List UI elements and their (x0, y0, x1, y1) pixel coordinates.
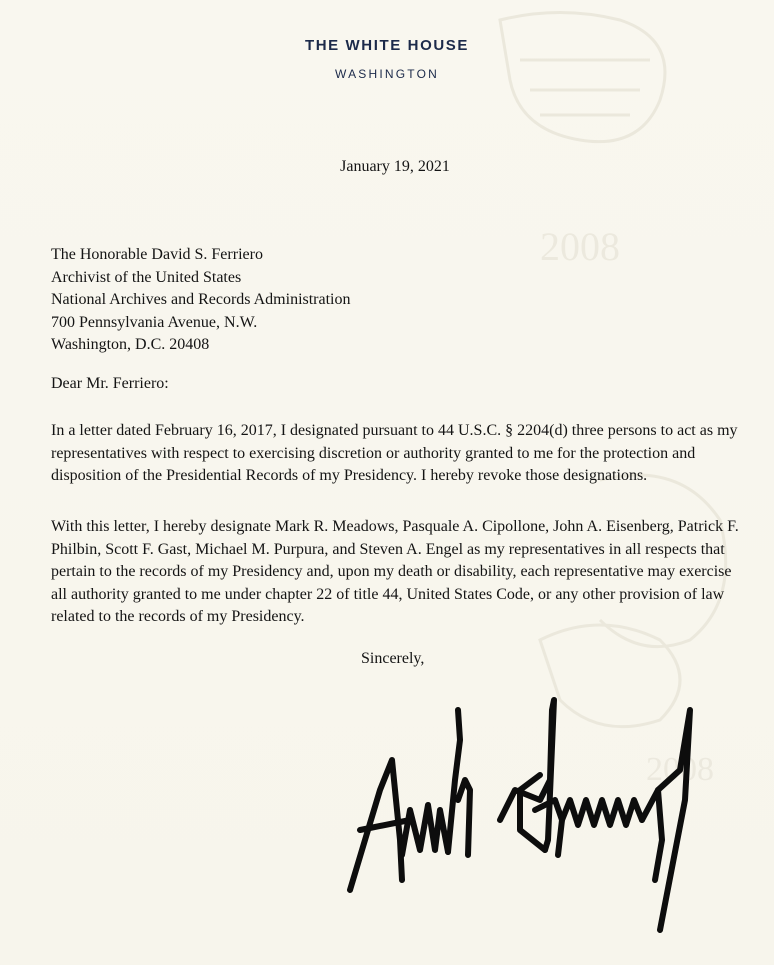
salutation: Dear Mr. Ferriero: (51, 375, 169, 392)
recipient-city: Washington, D.C. 20408 (51, 336, 210, 353)
letter-date: January 19, 2021 (340, 158, 450, 175)
watermark-year-top: 2008 (540, 224, 620, 269)
watermark-year-bottom: 2008 (646, 751, 714, 788)
body-paragraph-1: In a letter dated February 16, 2017, I designated pursuant to 44 U.S.C. § 2204(d) three persons to act as my representatives with respect to exercising discretion or authority granted to me for the protection and disposition of the Presidential Records of my Presidency. I hereby revoke those designations. (51, 422, 738, 485)
recipient-address (51, 244, 351, 357)
letterhead-title: THE WHITE HOUSE (304, 37, 469, 54)
recipient-title: Archivist of the United States (51, 268, 242, 286)
closing: Sincerely, (361, 650, 425, 667)
recipient-street: 700 Pennsylvania Avenue, N.W. (51, 313, 258, 331)
recipient-organization: National Archives and Records Administration (51, 291, 351, 308)
body-paragraph-2: With this letter, I hereby designate Mark R. Meadows, Pasquale A. Cipollone, John A. Eisenberg, Patrick F. Philbin, Scott F. Gast, Michael M. Purpura, and Steven A. Engel as my representatives in all respects that pertain to the records of my Presidency and, upon my death or disability, each representative may exercise all authority granted to me under chapter 22 of title 44, United States Code, or any other provision of law related to the records of my Presidency. (51, 518, 739, 626)
handwritten-signature (340, 680, 710, 940)
letterhead-subtitle: WASHINGTON (334, 67, 439, 81)
recipient-name: The Honorable David S. Ferriero (51, 246, 263, 263)
